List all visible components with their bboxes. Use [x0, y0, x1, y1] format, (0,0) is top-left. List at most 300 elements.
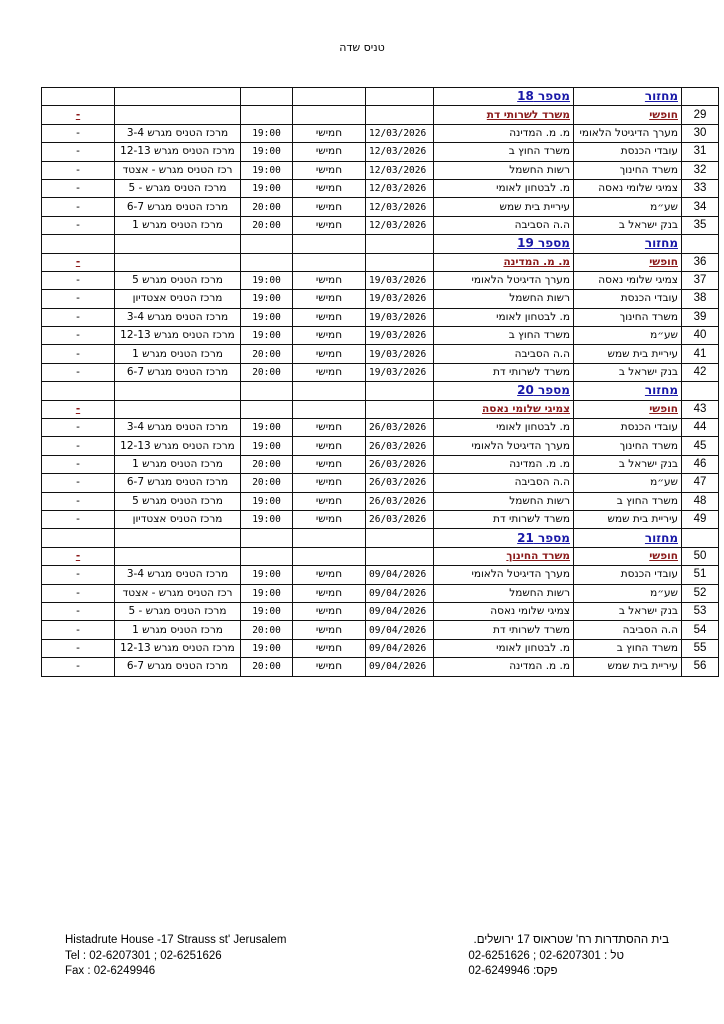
game-date: 12/03/2026 — [366, 198, 434, 216]
game-date: 09/04/2026 — [366, 584, 434, 602]
game-day: חמישי — [293, 198, 366, 216]
game-number: 49 — [682, 510, 719, 528]
game-number: 37 — [682, 271, 719, 289]
game-day: חמישי — [293, 621, 366, 639]
away-team: רשות החשמל — [434, 584, 574, 602]
bye-row — [42, 547, 719, 565]
game-day: חמישי — [293, 510, 366, 528]
game-date: 19/03/2026 — [366, 327, 434, 345]
bye-label-cell — [574, 547, 682, 565]
game-location: מרכז הטניס מגרש 12-13 — [115, 143, 241, 161]
game-time: 19:00 — [241, 124, 293, 142]
game-location: מרכז הטניס מגרש 1 — [115, 455, 241, 473]
game-time: 19:00 — [241, 327, 293, 345]
game-date: 09/04/2026 — [366, 621, 434, 639]
round-empty-cell — [682, 529, 719, 547]
game-location: רכז הטניס מגרש - אצטד — [115, 584, 241, 602]
game-number: 47 — [682, 474, 719, 492]
bye-label: חופשי — [649, 108, 678, 121]
game-day: חמישי — [293, 419, 366, 437]
empty-cell — [366, 382, 434, 400]
game-time: 20:00 — [241, 363, 293, 381]
empty-cell — [115, 88, 241, 106]
round-empty-cell — [682, 88, 719, 106]
game-row — [42, 216, 719, 234]
empty-cell — [42, 382, 115, 400]
empty-cell — [115, 235, 241, 253]
away-team: מערך הדיגיטל הלאומי — [434, 566, 574, 584]
footer-fax-he: פקס: 02-6249946 — [468, 965, 558, 977]
game-number: 40 — [682, 327, 719, 345]
schedule-table — [41, 87, 719, 677]
game-date: 26/03/2026 — [366, 437, 434, 455]
game-day: חמישי — [293, 455, 366, 473]
round-label: מחזור — [574, 88, 682, 106]
bye-label: חופשי — [649, 402, 678, 415]
bye-label-cell — [574, 400, 682, 418]
away-team: ה.ה הסביבה — [434, 474, 574, 492]
empty-cell — [293, 400, 366, 418]
game-number: 52 — [682, 584, 719, 602]
game-time: 19:00 — [241, 510, 293, 528]
page-title: טניס שדה — [339, 41, 385, 54]
game-location: מרכז הטניס מגרש 3-4 — [115, 566, 241, 584]
game-result: - — [42, 510, 115, 528]
game-time: 20:00 — [241, 216, 293, 234]
game-number: 38 — [682, 290, 719, 308]
game-time: 19:00 — [241, 143, 293, 161]
away-team: משרד לשרותי דת — [434, 510, 574, 528]
game-day: חמישי — [293, 345, 366, 363]
game-row — [42, 437, 719, 455]
game-number: 34 — [682, 198, 719, 216]
away-team: מ. לבטחון לאומי — [434, 639, 574, 657]
game-date: 12/03/2026 — [366, 179, 434, 197]
game-result: - — [42, 566, 115, 584]
game-number: 50 — [682, 547, 719, 565]
game-day: חמישי — [293, 363, 366, 381]
game-number: 45 — [682, 437, 719, 455]
round-number: מספר 18 — [434, 88, 574, 106]
game-number: 54 — [682, 621, 719, 639]
game-location: מרכז הטניס מגרש 5 — [115, 271, 241, 289]
empty-cell — [366, 400, 434, 418]
away-team: רשות החשמל — [434, 161, 574, 179]
game-date: 12/03/2026 — [366, 143, 434, 161]
game-date: 09/04/2026 — [366, 639, 434, 657]
game-result: - — [42, 419, 115, 437]
home-team: שע״מ — [574, 327, 682, 345]
game-day: חמישי — [293, 639, 366, 657]
game-result: - — [42, 161, 115, 179]
game-date: 19/03/2026 — [366, 345, 434, 363]
game-day: חמישי — [293, 474, 366, 492]
home-team: בנק ישראל ב — [574, 363, 682, 381]
game-day: חמישי — [293, 161, 366, 179]
home-team: ה.ה הסביבה — [574, 621, 682, 639]
game-number: 46 — [682, 455, 719, 473]
home-team: עובדי הכנסת — [574, 290, 682, 308]
game-row — [42, 143, 719, 161]
home-team: בנק ישראל ב — [574, 455, 682, 473]
game-day: חמישי — [293, 566, 366, 584]
footer-address-he: בית ההסתדרות רח' שטראוס 17 ירושלים. — [473, 934, 669, 946]
game-row — [42, 492, 719, 510]
away-team: מ. מ. המדינה — [434, 124, 574, 142]
bye-label-cell — [574, 253, 682, 271]
game-location: רכז הטניס מגרש - אצטד — [115, 161, 241, 179]
game-result: - — [42, 437, 115, 455]
round-number: מספר 19 — [434, 235, 574, 253]
footer-hebrew — [468, 933, 669, 980]
game-row — [42, 566, 719, 584]
home-team: מערך הדיגיטל הלאומי — [574, 124, 682, 142]
away-team: מערך הדיגיטל הלאומי — [434, 437, 574, 455]
game-location: מרכז הטניס מגרש 6-7 — [115, 474, 241, 492]
away-team: מ. לבטחון לאומי — [434, 419, 574, 437]
game-location: מרכז הטניס מגרש 12-13 — [115, 437, 241, 455]
game-time: 19:00 — [241, 419, 293, 437]
game-day: חמישי — [293, 658, 366, 676]
game-number: 36 — [682, 253, 719, 271]
game-location: מרכז הטניס מגרש 1 — [115, 621, 241, 639]
game-date: 09/04/2026 — [366, 658, 434, 676]
game-result: - — [42, 455, 115, 473]
game-result: - — [42, 216, 115, 234]
game-date: 19/03/2026 — [366, 308, 434, 326]
game-result: - — [42, 474, 115, 492]
game-number: 56 — [682, 658, 719, 676]
game-time: 19:00 — [241, 308, 293, 326]
game-row — [42, 271, 719, 289]
game-result: - — [42, 271, 115, 289]
empty-cell — [42, 235, 115, 253]
empty-cell — [241, 253, 293, 271]
bye-team-cell — [434, 106, 574, 124]
game-date: 19/03/2026 — [366, 363, 434, 381]
empty-cell — [293, 106, 366, 124]
empty-cell — [366, 88, 434, 106]
game-location: מרכז הטניס מגרש 3-4 — [115, 419, 241, 437]
game-date: 26/03/2026 — [366, 510, 434, 528]
game-number: 44 — [682, 419, 719, 437]
game-time: 19:00 — [241, 437, 293, 455]
game-day: חמישי — [293, 179, 366, 197]
home-team: עיריית בית שמש — [574, 658, 682, 676]
game-time: 19:00 — [241, 639, 293, 657]
game-number: 32 — [682, 161, 719, 179]
game-row — [42, 455, 719, 473]
game-location: מרכז הטניס מגרש 6-7 — [115, 658, 241, 676]
game-row — [42, 124, 719, 142]
away-team: רשות החשמל — [434, 492, 574, 510]
game-number: 55 — [682, 639, 719, 657]
game-date: 26/03/2026 — [366, 492, 434, 510]
game-result: - — [42, 658, 115, 676]
empty-cell — [241, 529, 293, 547]
bye-team-cell — [434, 547, 574, 565]
away-team: צמיגי שלומי נאסה — [434, 602, 574, 620]
game-number: 48 — [682, 492, 719, 510]
bye-team: מ. מ. המדינה — [503, 255, 570, 268]
home-team: צמיגי שלומי נאסה — [574, 179, 682, 197]
game-result: - — [42, 584, 115, 602]
empty-cell — [42, 529, 115, 547]
game-time: 20:00 — [241, 474, 293, 492]
game-location: מרכז הטניס מגרש 6-7 — [115, 363, 241, 381]
home-team: צמיגי שלומי נאסה — [574, 271, 682, 289]
empty-cell — [241, 400, 293, 418]
home-team: בנק ישראל ב — [574, 216, 682, 234]
empty-cell — [241, 106, 293, 124]
bye-label: חופשי — [649, 549, 678, 562]
home-team: עובדי הכנסת — [574, 419, 682, 437]
bye-label-cell — [574, 106, 682, 124]
game-day: חמישי — [293, 492, 366, 510]
bye-team-cell — [434, 253, 574, 271]
game-number: 43 — [682, 400, 719, 418]
round-number: מספר 20 — [434, 382, 574, 400]
game-day: חמישי — [293, 124, 366, 142]
game-time: 19:00 — [241, 566, 293, 584]
footer-address: Histadrute House -17 Strauss st' Jerusalem — [65, 934, 287, 946]
game-time: 20:00 — [241, 455, 293, 473]
game-date: 09/04/2026 — [366, 602, 434, 620]
game-time: 19:00 — [241, 492, 293, 510]
home-team: משרד החינוך — [574, 308, 682, 326]
game-row — [42, 584, 719, 602]
away-team: מ. מ. המדינה — [434, 455, 574, 473]
empty-cell — [241, 547, 293, 565]
empty-cell — [366, 253, 434, 271]
away-team: מערך הדיגיטל הלאומי — [434, 271, 574, 289]
game-time: 19:00 — [241, 161, 293, 179]
bye-result: - — [42, 547, 115, 565]
game-location: מרכז הטניס אצטדיון — [115, 290, 241, 308]
game-day: חמישי — [293, 584, 366, 602]
empty-cell — [241, 235, 293, 253]
game-row — [42, 363, 719, 381]
bye-result: - — [42, 253, 115, 271]
game-row — [42, 345, 719, 363]
game-row — [42, 419, 719, 437]
round-header-row — [42, 529, 719, 547]
game-location: מרכז הטניס מגרש 5 — [115, 492, 241, 510]
bye-team-cell — [434, 400, 574, 418]
away-team: מ. מ. המדינה — [434, 658, 574, 676]
away-team: משרד לשרותי דת — [434, 621, 574, 639]
game-time: 20:00 — [241, 198, 293, 216]
empty-cell — [293, 88, 366, 106]
empty-cell — [241, 382, 293, 400]
game-result: - — [42, 308, 115, 326]
game-date: 12/03/2026 — [366, 216, 434, 234]
footer-tel: Tel : 02-6207301 ; 02-6251626 — [65, 949, 222, 962]
game-result: - — [42, 345, 115, 363]
game-time: 19:00 — [241, 602, 293, 620]
game-result: - — [42, 621, 115, 639]
empty-cell — [366, 529, 434, 547]
game-day: חמישי — [293, 602, 366, 620]
game-location: מרכז הטניס מגרש 1 — [115, 345, 241, 363]
game-row — [42, 510, 719, 528]
empty-cell — [293, 382, 366, 400]
game-date: 12/03/2026 — [366, 124, 434, 142]
game-number: 29 — [682, 106, 719, 124]
away-team: רשות החשמל — [434, 290, 574, 308]
away-team: ה.ה הסביבה — [434, 345, 574, 363]
home-team: עיריית בית שמש — [574, 510, 682, 528]
empty-cell — [241, 88, 293, 106]
game-row — [42, 621, 719, 639]
home-team: בנק ישראל ב — [574, 602, 682, 620]
game-location: מרכז הטניס מגרש 12-13 — [115, 639, 241, 657]
game-row — [42, 308, 719, 326]
game-number: 39 — [682, 308, 719, 326]
game-result: - — [42, 290, 115, 308]
game-location: מרכז הטניס מגרש 3-4 — [115, 308, 241, 326]
bye-team: משרד לשרותי דת — [486, 108, 570, 121]
home-team: עובדי הכנסת — [574, 566, 682, 584]
game-row — [42, 290, 719, 308]
game-row — [42, 327, 719, 345]
game-result: - — [42, 327, 115, 345]
empty-cell — [366, 106, 434, 124]
home-team: שע״מ — [574, 474, 682, 492]
bye-team: צמיגי שלומי נאסה — [482, 402, 570, 415]
game-date: 26/03/2026 — [366, 474, 434, 492]
home-team: שע״מ — [574, 198, 682, 216]
game-time: 19:00 — [241, 290, 293, 308]
away-team: מ. לבטחון לאומי — [434, 179, 574, 197]
game-date: 09/04/2026 — [366, 566, 434, 584]
empty-cell — [115, 529, 241, 547]
game-time: 20:00 — [241, 345, 293, 363]
game-row — [42, 602, 719, 620]
game-result: - — [42, 602, 115, 620]
game-day: חמישי — [293, 271, 366, 289]
game-result: - — [42, 124, 115, 142]
home-team: משרד החינוך — [574, 161, 682, 179]
empty-cell — [115, 547, 241, 565]
game-row — [42, 639, 719, 657]
game-location: מרכז הטניס מגרש 1 — [115, 216, 241, 234]
game-location: מרכז הטניס מגרש 12-13 — [115, 327, 241, 345]
empty-cell — [115, 382, 241, 400]
empty-cell — [115, 106, 241, 124]
game-row — [42, 179, 719, 197]
game-location: מרכז הטניס מגרש 6-7 — [115, 198, 241, 216]
footer-tel-he: טל : 02-6207301 ; 02-6251626 — [468, 949, 624, 962]
game-date: 19/03/2026 — [366, 290, 434, 308]
home-team: שע״מ — [574, 584, 682, 602]
footer-fax: Fax : 02-6249946 — [65, 965, 156, 977]
empty-cell — [115, 253, 241, 271]
game-date: 12/03/2026 — [366, 161, 434, 179]
home-team: עובדי הכנסת — [574, 143, 682, 161]
round-empty-cell — [682, 382, 719, 400]
game-date: 26/03/2026 — [366, 455, 434, 473]
empty-cell — [293, 529, 366, 547]
game-number: 35 — [682, 216, 719, 234]
game-row — [42, 658, 719, 676]
bye-result: - — [42, 400, 115, 418]
empty-cell — [366, 235, 434, 253]
game-number: 41 — [682, 345, 719, 363]
round-empty-cell — [682, 235, 719, 253]
bye-row — [42, 106, 719, 124]
game-number: 53 — [682, 602, 719, 620]
game-result: - — [42, 179, 115, 197]
home-team: משרד החינוך — [574, 437, 682, 455]
away-team: משרד לשרותי דת — [434, 363, 574, 381]
game-day: חמישי — [293, 437, 366, 455]
game-number: 51 — [682, 566, 719, 584]
empty-cell — [366, 547, 434, 565]
round-header-row — [42, 382, 719, 400]
game-time: 19:00 — [241, 179, 293, 197]
game-day: חמישי — [293, 216, 366, 234]
game-result: - — [42, 198, 115, 216]
game-time: 20:00 — [241, 658, 293, 676]
empty-cell — [293, 235, 366, 253]
game-day: חמישי — [293, 290, 366, 308]
round-label: מחזור — [574, 529, 682, 547]
empty-cell — [115, 400, 241, 418]
game-date: 19/03/2026 — [366, 271, 434, 289]
game-result: - — [42, 639, 115, 657]
home-team: משרד החוץ ב — [574, 492, 682, 510]
away-team: משרד החוץ ב — [434, 327, 574, 345]
empty-cell — [293, 253, 366, 271]
away-team: עיריית בית שמש — [434, 198, 574, 216]
game-location: מרכז הטניס מגרש 3-4 — [115, 124, 241, 142]
game-location: מרכז הטניס מגרש - 5 — [115, 179, 241, 197]
game-time: 19:00 — [241, 584, 293, 602]
empty-cell — [293, 547, 366, 565]
game-result: - — [42, 363, 115, 381]
round-label: מחזור — [574, 235, 682, 253]
bye-label: חופשי — [649, 255, 678, 268]
game-number: 31 — [682, 143, 719, 161]
game-time: 19:00 — [241, 271, 293, 289]
away-team: משרד החוץ ב — [434, 143, 574, 161]
round-header-row — [42, 235, 719, 253]
game-number: 30 — [682, 124, 719, 142]
footer-english — [65, 933, 286, 980]
game-time: 20:00 — [241, 621, 293, 639]
home-team: משרד החוץ ב — [574, 639, 682, 657]
empty-cell — [42, 88, 115, 106]
game-number: 33 — [682, 179, 719, 197]
game-row — [42, 474, 719, 492]
bye-row — [42, 400, 719, 418]
bye-result: - — [42, 106, 115, 124]
game-row — [42, 161, 719, 179]
game-location: מרכז הטניס מגרש - 5 — [115, 602, 241, 620]
round-number: מספר 21 — [434, 529, 574, 547]
bye-team: משרד החינוך — [506, 549, 570, 562]
bye-row — [42, 253, 719, 271]
game-day: חמישי — [293, 308, 366, 326]
round-header-row — [42, 88, 719, 106]
game-day: חמישי — [293, 143, 366, 161]
round-label: מחזור — [574, 382, 682, 400]
game-result: - — [42, 143, 115, 161]
game-result: - — [42, 492, 115, 510]
away-team: מ. לבטחון לאומי — [434, 308, 574, 326]
home-team: עיריית בית שמש — [574, 345, 682, 363]
